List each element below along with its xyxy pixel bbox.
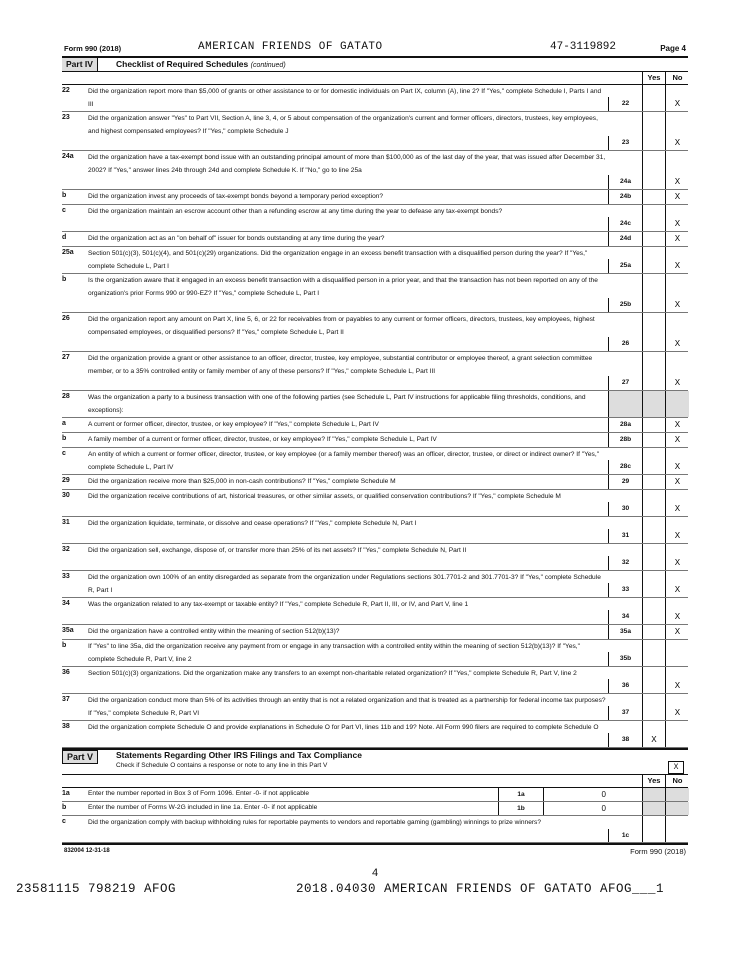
row-text: Was the organization a party to a business transaction with one of the following parties (see Schedule L, Part IV instructions for applicable filing thresholds, conditions, and exceptions):: [88, 394, 586, 414]
line-label: 34: [608, 610, 642, 624]
yes-cell[interactable]: [642, 418, 665, 432]
line-label: 27: [608, 376, 642, 390]
checklist-row-28c: [62, 448, 688, 475]
yes-no-header: [62, 72, 688, 85]
line-label: 30: [608, 502, 642, 516]
no-cell[interactable]: [665, 274, 689, 312]
no-cell[interactable]: [665, 816, 689, 842]
row-text: Is the organization aware that it engaged in an excess benefit transaction with a disqualified person in a prior year, and that the transaction has not been reported on any of the organization's prior Forms 990 or 990-EZ? If "Yes," complete Schedule L, Part I: [88, 277, 598, 297]
no-cell[interactable]: [665, 475, 689, 489]
shaded-cell: [665, 802, 689, 815]
line-label: 35b: [608, 652, 642, 666]
line-label: 29: [608, 475, 642, 489]
row-number: a: [62, 420, 66, 427]
part5-yes-no-header: [62, 775, 688, 788]
no-cell[interactable]: [665, 232, 689, 246]
line-label: 25a: [608, 259, 642, 273]
checklist-row-24d: [62, 232, 688, 247]
checklist-row-36: [62, 667, 688, 694]
part5-subtitle: Check if Schedule O contains a response or note to any line in this Part V: [116, 762, 328, 769]
row-number: 34: [62, 600, 70, 607]
yes-cell[interactable]: [642, 205, 665, 231]
no-cell[interactable]: [665, 313, 689, 351]
row-number: 35a: [62, 627, 74, 634]
row-number: 36: [62, 669, 70, 676]
no-cell[interactable]: [665, 448, 689, 474]
checklist-row-37: [62, 694, 688, 721]
line-label: 28c: [608, 460, 642, 474]
row-text: Did the organization maintain an escrow account other than a refunding escrow at any time during the year to defease any tax-exempt bonds?: [88, 208, 503, 215]
checklist-row-22: [62, 85, 688, 112]
part5-title-bar: [62, 748, 688, 775]
row-text: Did the organization own 100% of an entity disregarded as separate from the organization under Regulations sections 301.7701-2 and 301.7701-3? If "Yes," complete Schedule R, Part I: [88, 574, 601, 594]
line-label: 33: [608, 583, 642, 597]
row-text: Did the organization have a controlled entity within the meaning of section 512(b)(13)?: [88, 628, 340, 635]
yes-cell[interactable]: [642, 640, 665, 666]
checklist-row-27: [62, 352, 688, 391]
row-number: 25a: [62, 249, 74, 256]
checklist-row-25a: [62, 247, 688, 274]
no-cell[interactable]: [665, 544, 689, 570]
row-text: Did the organization have a tax-exempt bond issue with an outstanding principal amount of more than $100,000 as of the last day of the year, that was issued after December 31, 2002? If "Yes," answer lines 24b through 24d and complete Schedule K. If "No," go to line 25a: [88, 154, 606, 174]
line-label: 1c: [608, 829, 642, 842]
line-label: 24d: [608, 232, 642, 246]
line-label: 24a: [608, 175, 642, 189]
line-label: 24b: [608, 190, 642, 204]
row-number: 29: [62, 477, 70, 484]
row-text: Did the organization report any amount on Part X, line 5, 6, or 22 for receivables from or payables to any current or former officers, directors, trustees, key employees, highest compensated employees, or disqualified persons? If "Yes," complete Schedule L, Part II: [88, 316, 595, 336]
no-mark: X: [674, 531, 681, 541]
part5-no-header: No: [665, 775, 689, 787]
row-text: Section 501(c)(3) organizations. Did the organization make any transfers to an exempt non-charitable related organization? If "Yes," complete Schedule R, Part V, line 2: [88, 670, 577, 677]
yes-cell[interactable]: [642, 232, 665, 246]
line-label: [608, 391, 642, 417]
row-text: Did the organization conduct more than 5% of its activities through an entity that is not a related organization and that is treated as a partnership for federal income tax purposes? If "Yes," complete Schedule R, Part VI: [88, 697, 606, 717]
checklist-row-28a: [62, 418, 688, 433]
no-cell[interactable]: [665, 667, 689, 693]
row-number: 32: [62, 546, 70, 553]
yes-cell[interactable]: [642, 190, 665, 204]
row-number: 22: [62, 87, 70, 94]
row-number: 1a: [62, 790, 70, 797]
row-text: Did the organization sell, exchange, dispose of, or transfer more than 25% of its net assets? If "Yes," complete Schedule N, Part II: [88, 547, 467, 554]
part5-row-1c: [62, 816, 688, 843]
part5-row-1b: [62, 802, 688, 816]
row-number: 33: [62, 573, 70, 580]
yes-cell[interactable]: [642, 571, 665, 597]
yes-cell[interactable]: [642, 247, 665, 273]
part4-title: [116, 58, 286, 72]
form-page: [62, 40, 688, 859]
no-cell[interactable]: [665, 247, 689, 273]
no-mark: X: [674, 339, 681, 349]
yes-cell[interactable]: [642, 598, 665, 624]
checklist-row-25b: [62, 274, 688, 313]
checklist-row-26: [62, 313, 688, 352]
row-number: 24a: [62, 153, 74, 160]
org-name: AMERICAN FRIENDS OF GATATO: [198, 41, 383, 53]
row-number: c: [62, 207, 66, 214]
no-cell[interactable]: [665, 694, 689, 720]
row-number: c: [62, 818, 66, 825]
no-cell[interactable]: [665, 433, 689, 447]
yes-mark: X: [651, 735, 657, 745]
line-box-label: 1a: [498, 788, 544, 801]
page-number: 4: [371, 868, 379, 880]
checklist-row-31: [62, 517, 688, 544]
row-number: b: [62, 192, 67, 199]
form-id: Form 990 (2018): [64, 44, 122, 53]
checklist-row-32: [62, 544, 688, 571]
form-code: 832004 12-31-18: [64, 848, 110, 854]
no-mark: X: [674, 234, 681, 244]
no-cell[interactable]: [665, 352, 689, 390]
line-label: 26: [608, 337, 642, 351]
row-text: A family member of a current or former officer, director, trustee, or key employee? If "Yes," complete Schedule L, Part IV: [88, 436, 437, 443]
no-mark: X: [674, 300, 681, 310]
ein: 47-3119892: [550, 41, 617, 53]
checklist-row-24a: [62, 151, 688, 190]
yes-cell[interactable]: [642, 667, 665, 693]
no-mark: X: [674, 420, 681, 430]
row-text: Did the organization answer "Yes" to Part VII, Section A, line 3, 4, or 5 about compensation of the organization's current and former officers, directors, trustees, key employees, and highest compensated employees? If "Yes," complete Schedule J: [88, 115, 598, 135]
row-number: 26: [62, 315, 70, 322]
no-cell[interactable]: [665, 640, 689, 666]
line-label: 28a: [608, 418, 642, 432]
part5-tag: Part V: [62, 750, 98, 764]
batch-id: 23581115 798219 AFOG: [16, 882, 177, 896]
no-cell[interactable]: [665, 112, 689, 150]
no-cell[interactable]: [665, 598, 689, 624]
yes-cell[interactable]: [642, 694, 665, 720]
no-mark: X: [674, 558, 681, 568]
no-cell[interactable]: [665, 490, 689, 516]
no-cell[interactable]: [665, 151, 689, 189]
yes-cell[interactable]: [642, 352, 665, 390]
row-number: 30: [62, 492, 70, 499]
no-cell[interactable]: [665, 517, 689, 543]
row-number: b: [62, 642, 67, 649]
line-value-field[interactable]: 0: [601, 790, 606, 799]
yes-cell[interactable]: [642, 490, 665, 516]
row-number: 38: [62, 723, 70, 730]
no-mark: X: [674, 435, 681, 445]
row-text: Did the organization complete Schedule O and provide explanations in Schedule O for Part VI, lines 11b and 19? Note. All Form 990 filers are required to complete Schedule O: [88, 724, 599, 731]
part4-continued: (continued): [250, 62, 286, 69]
yes-cell[interactable]: [642, 475, 665, 489]
no-cell[interactable]: [665, 391, 689, 417]
row-text: Enter the number of Forms W-2G included in line 1a. Enter -0- if not applicable: [88, 804, 318, 811]
row-text: Enter the number reported in Box 3 of Form 1096. Enter -0- if not applicable: [88, 790, 310, 797]
shaded-cell: [642, 788, 665, 801]
checklist-row-23: [62, 112, 688, 151]
line-box-label: 1b: [498, 802, 544, 815]
line-label: 25b: [608, 298, 642, 312]
part5-yes-header: Yes: [642, 775, 665, 787]
row-text: Was the organization related to any tax-exempt or taxable entity? If "Yes," complete Schedule R, Part II, III, or IV, and Part V, line 1: [88, 601, 469, 608]
checklist-row-24b: [62, 190, 688, 205]
checklist-row-28b: [62, 433, 688, 448]
yes-cell[interactable]: [642, 544, 665, 570]
no-mark: X: [674, 261, 681, 271]
part5-title: Statements Regarding Other IRS Filings and Tax Compliance: [116, 750, 362, 760]
yes-cell[interactable]: [642, 625, 665, 639]
line-label: 23: [608, 136, 642, 150]
no-cell[interactable]: [665, 205, 689, 231]
part4-rows: [62, 85, 688, 748]
line-label: 38: [608, 733, 642, 747]
part4-tag: Part IV: [62, 58, 98, 71]
row-number: 31: [62, 519, 70, 526]
form-footer: [62, 843, 688, 859]
yes-cell[interactable]: [642, 151, 665, 189]
line-label: 24c: [608, 217, 642, 231]
row-text: An entity of which a current or former officer, director, trustee, or key employee (or a family member thereof) was an officer, director, trustee, or direct or indirect owner? If "Yes," complete Schedule L, Part IV: [88, 451, 600, 471]
checklist-row-24c: [62, 205, 688, 232]
no-mark: X: [674, 681, 681, 691]
no-mark: X: [674, 627, 681, 637]
line-label: 31: [608, 529, 642, 543]
no-mark: X: [674, 219, 681, 229]
row-text: Did the organization provide a grant or other assistance to an officer, director, trustee, key employee, substantial contributor or employee thereof, a grant selection committee member, or to a 35% controlled entity or family member of any of these persons? If "Yes," complete Schedule L, Part III: [88, 355, 593, 375]
row-number: 23: [62, 114, 70, 121]
line-label: 37: [608, 706, 642, 720]
no-cell[interactable]: [665, 721, 689, 747]
no-mark: X: [674, 177, 681, 187]
yes-cell[interactable]: [642, 433, 665, 447]
batch-org-line: 2018.04030 AMERICAN FRIENDS OF GATATO AFOG___1: [296, 882, 665, 896]
yes-cell[interactable]: [642, 391, 665, 417]
footer-form-id: Form 990 (2018): [630, 847, 686, 856]
row-text: Section 501(c)(3), 501(c)(4), and 501(c)(29) organizations. Did the organization engage in an excess benefit transaction with a disqualified person during the year? If "Yes," complete Schedule L, Part I: [88, 250, 588, 270]
row-number: 37: [62, 696, 70, 703]
row-text: Did the organization receive contributions of art, historical treasures, or other similar assets, or qualified conservation contributions? If "Yes," complete Schedule M: [88, 493, 561, 500]
yes-cell[interactable]: [642, 517, 665, 543]
row-text: Did the organization report more than $5,000 of grants or other assistance to or for domestic individuals on Part IX, column (A), line 2? If "Yes," complete Schedule I, Parts I and III: [88, 88, 602, 108]
yes-cell[interactable]: [642, 313, 665, 351]
row-number: b: [62, 276, 67, 283]
no-mark: X: [674, 99, 681, 109]
no-cell[interactable]: [665, 85, 689, 111]
page-label: Page 4: [660, 44, 686, 53]
row-text: If "Yes" to line 35a, did the organization receive any payment from or engage in any transaction with a controlled entity within the meaning of section 512(b)(13)? If "Yes," complete Schedule R, Part V, line 2: [88, 643, 580, 663]
checklist-row-34: [62, 598, 688, 625]
checklist-row-35a: [62, 625, 688, 640]
yes-cell[interactable]: [642, 448, 665, 474]
form-header: [62, 40, 688, 56]
checklist-row-28: [62, 391, 688, 418]
schedule-o-checkbox[interactable]: X: [668, 761, 684, 774]
no-mark: X: [674, 378, 681, 388]
no-mark: X: [674, 612, 681, 622]
row-text: Did the organization act as an "on behalf of" issuer for bonds outstanding at any time during the year?: [88, 235, 385, 242]
row-text: Did the organization invest any proceeds of tax-exempt bonds beyond a temporary period exception?: [88, 193, 384, 200]
checklist-row-29: [62, 475, 688, 490]
part4-title-bar: [62, 56, 688, 72]
yes-cell[interactable]: [642, 112, 665, 150]
row-text: Did the organization comply with backup withholding rules for reportable payments to vendors and reportable gaming (gambling) winnings to prize winners?: [88, 819, 542, 826]
no-mark: X: [674, 462, 681, 472]
row-number: d: [62, 234, 67, 241]
row-number: 28: [62, 393, 70, 400]
no-header: No: [665, 72, 689, 84]
yes-cell[interactable]: [642, 721, 665, 747]
no-mark: X: [674, 708, 681, 718]
checklist-row-38: [62, 721, 688, 748]
checklist-row-30: [62, 490, 688, 517]
line-label: 22: [608, 97, 642, 111]
row-number: b: [62, 804, 67, 811]
yes-header: Yes: [642, 72, 665, 84]
no-mark: X: [674, 192, 681, 202]
no-cell[interactable]: [665, 625, 689, 639]
no-mark: X: [674, 504, 681, 514]
line-label: 32: [608, 556, 642, 570]
shaded-cell: [665, 788, 689, 801]
line-label: 35a: [608, 625, 642, 639]
no-cell[interactable]: [665, 190, 689, 204]
yes-cell[interactable]: [642, 85, 665, 111]
yes-cell[interactable]: [642, 274, 665, 312]
no-mark: X: [674, 138, 681, 148]
checklist-row-33: [62, 571, 688, 598]
no-cell[interactable]: [665, 571, 689, 597]
line-label: 36: [608, 679, 642, 693]
no-mark: X: [674, 477, 681, 487]
line-label: 28b: [608, 433, 642, 447]
line-value-field[interactable]: 0: [601, 804, 606, 813]
part4-title-text: Checklist of Required Schedules: [116, 59, 249, 69]
shaded-cell: [642, 802, 665, 815]
row-number: 27: [62, 354, 70, 361]
row-text: Did the organization liquidate, terminate, or dissolve and cease operations? If "Yes," complete Schedule N, Part I: [88, 520, 417, 527]
no-mark: X: [674, 585, 681, 595]
row-number: b: [62, 435, 67, 442]
no-cell[interactable]: [665, 418, 689, 432]
part5-row-1a: [62, 788, 688, 802]
checklist-row-35b: [62, 640, 688, 667]
row-text: Did the organization receive more than $25,000 in non-cash contributions? If "Yes," complete Schedule M: [88, 478, 396, 485]
row-text: A current or former officer, director, trustee, or key employee? If "Yes," complete Schedule L, Part IV: [88, 421, 379, 428]
row-number: c: [62, 450, 66, 457]
yes-cell[interactable]: [642, 816, 665, 842]
